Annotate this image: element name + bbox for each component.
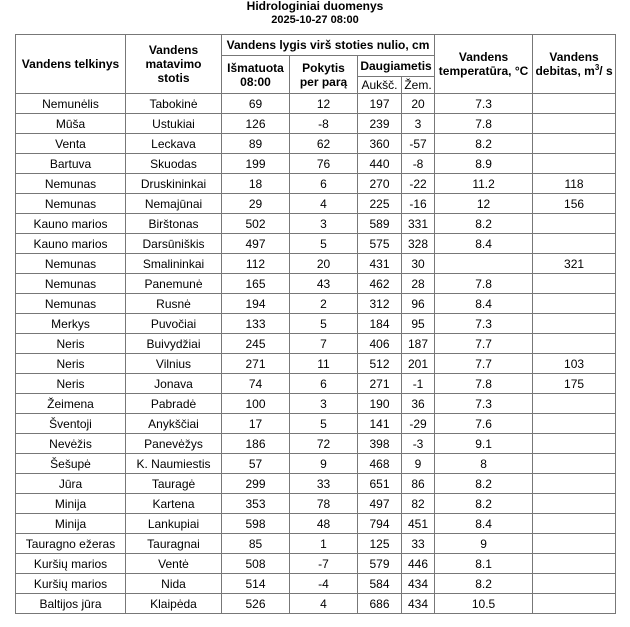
cell-discharge <box>533 214 616 234</box>
cell-high: 184 <box>358 314 402 334</box>
table-row <box>16 494 616 514</box>
cell-temperature: 7.7 <box>435 334 533 354</box>
cell-station: Panemunė <box>126 274 222 294</box>
cell-measured: 100 <box>222 394 290 414</box>
cell-temperature: 12 <box>435 194 533 214</box>
header-discharge-text: Vandens debitas, m <box>535 50 599 78</box>
cell-change: 2 <box>290 294 358 314</box>
cell-temperature: 8.4 <box>435 234 533 254</box>
cell-measured: 245 <box>222 334 290 354</box>
cell-low: 95 <box>402 314 435 334</box>
cell-low: 187 <box>402 334 435 354</box>
cell-discharge <box>533 434 616 454</box>
table-row <box>16 174 616 194</box>
cell-measured: 85 <box>222 534 290 554</box>
cell-low: 82 <box>402 494 435 514</box>
cell-change: 5 <box>290 234 358 254</box>
table-row <box>16 234 616 254</box>
cell-measured: 526 <box>222 594 290 614</box>
cell-water-body: Nevėžis <box>16 434 126 454</box>
cell-discharge <box>533 454 616 474</box>
cell-change: -4 <box>290 574 358 594</box>
cell-high: 575 <box>358 234 402 254</box>
cell-temperature: 9.1 <box>435 434 533 454</box>
cell-water-body: Nemunas <box>16 194 126 214</box>
cell-temperature: 8.2 <box>435 474 533 494</box>
cell-discharge <box>533 314 616 334</box>
cell-discharge <box>533 114 616 134</box>
cell-water-body: Tauragno ežeras <box>16 534 126 554</box>
cell-measured: 199 <box>222 154 290 174</box>
cell-change: 78 <box>290 494 358 514</box>
table-row <box>16 394 616 414</box>
cell-measured: 133 <box>222 314 290 334</box>
cell-measured: 112 <box>222 254 290 274</box>
cell-station: Tabokinė <box>126 94 222 114</box>
cell-change: 5 <box>290 314 358 334</box>
cell-temperature: 7.3 <box>435 314 533 334</box>
cell-low: 28 <box>402 274 435 294</box>
table-row <box>16 334 616 354</box>
cell-water-body: Nemunas <box>16 274 126 294</box>
cell-water-body: Merkys <box>16 314 126 334</box>
cell-change: 6 <box>290 374 358 394</box>
table-row <box>16 374 616 394</box>
cell-water-body: Kauno marios <box>16 234 126 254</box>
cell-high: 225 <box>358 194 402 214</box>
cell-station: Druskininkai <box>126 174 222 194</box>
cell-water-body: Nemunėlis <box>16 94 126 114</box>
cell-high: 125 <box>358 534 402 554</box>
cell-station: Tauragnai <box>126 534 222 554</box>
cell-low: 30 <box>402 254 435 274</box>
cell-discharge: 103 <box>533 354 616 374</box>
cell-temperature: 8.2 <box>435 134 533 154</box>
cell-station: Smalininkai <box>126 254 222 274</box>
cell-low: 3 <box>402 114 435 134</box>
page-title: Hidrologiniai duomenys <box>246 0 384 13</box>
cell-high: 686 <box>358 594 402 614</box>
table-row <box>16 294 616 314</box>
cell-change: 33 <box>290 474 358 494</box>
cell-low: -8 <box>402 154 435 174</box>
cell-high: 312 <box>358 294 402 314</box>
cell-discharge <box>533 394 616 414</box>
cell-high: 462 <box>358 274 402 294</box>
cell-temperature: 8.9 <box>435 154 533 174</box>
cell-discharge: 118 <box>533 174 616 194</box>
cell-water-body: Šešupė <box>16 454 126 474</box>
cell-station: Ustukiai <box>126 114 222 134</box>
cell-discharge <box>533 274 616 294</box>
cell-temperature: 7.8 <box>435 374 533 394</box>
cell-temperature: 10.5 <box>435 594 533 614</box>
table-row <box>16 154 616 174</box>
cell-station: Leckava <box>126 134 222 154</box>
cell-change: 48 <box>290 514 358 534</box>
cell-low: -16 <box>402 194 435 214</box>
header-temperature: Vandens temperatūra, °C <box>435 35 533 94</box>
cell-discharge <box>533 574 616 594</box>
table-row <box>16 254 616 274</box>
cell-water-body: Bartuva <box>16 154 126 174</box>
cell-temperature: 8.4 <box>435 294 533 314</box>
table-body <box>16 94 616 614</box>
cell-water-body: Neris <box>16 374 126 394</box>
table-row <box>16 454 616 474</box>
table-row <box>16 554 616 574</box>
cell-temperature <box>435 254 533 274</box>
cell-water-body: Neris <box>16 334 126 354</box>
cell-measured: 497 <box>222 234 290 254</box>
cell-measured: 598 <box>222 514 290 534</box>
cell-change: 20 <box>290 254 358 274</box>
cell-high: 239 <box>358 114 402 134</box>
cell-temperature: 8.2 <box>435 574 533 594</box>
cell-high: 794 <box>358 514 402 534</box>
cell-low: 331 <box>402 214 435 234</box>
cell-water-body: Kuršių marios <box>16 574 126 594</box>
cell-measured: 69 <box>222 94 290 114</box>
cell-discharge <box>533 414 616 434</box>
cell-low: 434 <box>402 594 435 614</box>
cell-measured: 514 <box>222 574 290 594</box>
cell-change: 1 <box>290 534 358 554</box>
cell-change: 43 <box>290 274 358 294</box>
cell-temperature: 7.8 <box>435 114 533 134</box>
cell-discharge <box>533 154 616 174</box>
cell-change: 3 <box>290 214 358 234</box>
header-longterm: Daugiametis <box>358 56 435 77</box>
cell-high: 512 <box>358 354 402 374</box>
cell-high: 197 <box>358 94 402 114</box>
cell-low: -22 <box>402 174 435 194</box>
cell-temperature: 8.4 <box>435 514 533 534</box>
cell-high: 584 <box>358 574 402 594</box>
cell-measured: 194 <box>222 294 290 314</box>
cell-temperature: 7.6 <box>435 414 533 434</box>
cell-low: -3 <box>402 434 435 454</box>
cell-measured: 17 <box>222 414 290 434</box>
cell-water-body: Nemunas <box>16 294 126 314</box>
cell-discharge <box>533 554 616 574</box>
cell-station: Pabradė <box>126 394 222 414</box>
cell-temperature: 7.3 <box>435 394 533 414</box>
cell-water-body: Žeimena <box>16 394 126 414</box>
cell-high: 468 <box>358 454 402 474</box>
cell-low: -57 <box>402 134 435 154</box>
cell-measured: 18 <box>222 174 290 194</box>
cell-low: 451 <box>402 514 435 534</box>
cell-station: Skuodas <box>126 154 222 174</box>
cell-change: 6 <box>290 174 358 194</box>
cell-measured: 126 <box>222 114 290 134</box>
cell-low: 328 <box>402 234 435 254</box>
cell-temperature: 8.2 <box>435 494 533 514</box>
table-row <box>16 594 616 614</box>
cell-high: 406 <box>358 334 402 354</box>
cell-high: 497 <box>358 494 402 514</box>
cell-water-body: Mūša <box>16 114 126 134</box>
page-datetime: 2025-10-27 08:00 <box>271 14 359 26</box>
cell-high: 360 <box>358 134 402 154</box>
cell-discharge <box>533 294 616 314</box>
cell-measured: 57 <box>222 454 290 474</box>
cell-station: Nida <box>126 574 222 594</box>
cell-water-body: Jūra <box>16 474 126 494</box>
cell-water-body: Nemunas <box>16 254 126 274</box>
cell-temperature: 8.1 <box>435 554 533 574</box>
cell-station: Vilnius <box>126 354 222 374</box>
cell-water-body: Nemunas <box>16 174 126 194</box>
header-station: Vandens matavimo stotis <box>126 35 222 94</box>
cell-water-body: Šventoji <box>16 414 126 434</box>
table-row <box>16 194 616 214</box>
header-discharge-unit: / s <box>599 64 613 78</box>
cell-station: Puvočiai <box>126 314 222 334</box>
cell-station: Birštonas <box>126 214 222 234</box>
table-row <box>16 94 616 114</box>
cell-temperature: 9 <box>435 534 533 554</box>
cell-discharge <box>533 594 616 614</box>
cell-water-body: Kuršių marios <box>16 554 126 574</box>
cell-temperature: 7.3 <box>435 94 533 114</box>
header-level-group: Vandens lygis virš stoties nulio, cm <box>222 35 435 56</box>
cell-station: Kartena <box>126 494 222 514</box>
cell-station: Lankupiai <box>126 514 222 534</box>
cell-discharge <box>533 234 616 254</box>
cell-change: 5 <box>290 414 358 434</box>
cell-water-body: Neris <box>16 354 126 374</box>
cell-temperature: 8 <box>435 454 533 474</box>
cell-low: 96 <box>402 294 435 314</box>
header-low: Žem. <box>402 77 435 94</box>
cell-change: 4 <box>290 594 358 614</box>
cell-discharge <box>533 474 616 494</box>
table-row <box>16 434 616 454</box>
cell-high: 398 <box>358 434 402 454</box>
table-row <box>16 414 616 434</box>
cell-discharge <box>533 134 616 154</box>
cell-high: 141 <box>358 414 402 434</box>
cell-discharge <box>533 534 616 554</box>
cell-low: 446 <box>402 554 435 574</box>
cell-water-body: Baltijos jūra <box>16 594 126 614</box>
cell-temperature: 7.7 <box>435 354 533 374</box>
cell-station: K. Naumiestis <box>126 454 222 474</box>
cell-change: 12 <box>290 94 358 114</box>
cell-water-body: Minija <box>16 494 126 514</box>
cell-station: Anykščiai <box>126 414 222 434</box>
cell-high: 589 <box>358 214 402 234</box>
cell-low: -1 <box>402 374 435 394</box>
cell-change: 72 <box>290 434 358 454</box>
cell-measured: 186 <box>222 434 290 454</box>
cell-water-body: Minija <box>16 514 126 534</box>
cell-low: -29 <box>402 414 435 434</box>
cell-measured: 299 <box>222 474 290 494</box>
cell-change: -8 <box>290 114 358 134</box>
header-discharge <box>533 35 616 94</box>
cell-low: 9 <box>402 454 435 474</box>
cell-water-body: Venta <box>16 134 126 154</box>
cell-station: Buivydžiai <box>126 334 222 354</box>
header-change: Pokytis per parą <box>290 56 358 94</box>
cell-low: 20 <box>402 94 435 114</box>
cell-discharge <box>533 94 616 114</box>
table-row <box>16 514 616 534</box>
cell-change: 62 <box>290 134 358 154</box>
header-measured: Išmatuota 08:00 <box>222 56 290 94</box>
table-row <box>16 354 616 374</box>
header-discharge-sup: 3 <box>594 63 600 72</box>
cell-high: 431 <box>358 254 402 274</box>
cell-temperature: 11.2 <box>435 174 533 194</box>
header-high: Aukšč. <box>358 77 402 94</box>
cell-temperature: 7.8 <box>435 274 533 294</box>
cell-measured: 353 <box>222 494 290 514</box>
cell-water-body: Kauno marios <box>16 214 126 234</box>
cell-change: 4 <box>290 194 358 214</box>
hydrology-table <box>15 34 616 614</box>
cell-station: Darsūniškis <box>126 234 222 254</box>
cell-discharge <box>533 494 616 514</box>
cell-measured: 165 <box>222 274 290 294</box>
cell-low: 201 <box>402 354 435 374</box>
cell-change: 76 <box>290 154 358 174</box>
cell-high: 651 <box>358 474 402 494</box>
cell-high: 190 <box>358 394 402 414</box>
cell-low: 86 <box>402 474 435 494</box>
cell-station: Panevėžys <box>126 434 222 454</box>
cell-station: Tauragė <box>126 474 222 494</box>
table-row <box>16 534 616 554</box>
table-row <box>16 214 616 234</box>
table-header <box>16 35 616 94</box>
table-row <box>16 314 616 334</box>
cell-measured: 502 <box>222 214 290 234</box>
header-water-body: Vandens telkinys <box>16 35 126 94</box>
table-row <box>16 114 616 134</box>
table-row <box>16 274 616 294</box>
cell-change: 11 <box>290 354 358 374</box>
cell-discharge: 175 <box>533 374 616 394</box>
cell-change: 9 <box>290 454 358 474</box>
table-row <box>16 474 616 494</box>
cell-high: 440 <box>358 154 402 174</box>
cell-discharge: 321 <box>533 254 616 274</box>
cell-change: 7 <box>290 334 358 354</box>
table-row <box>16 574 616 594</box>
cell-discharge: 156 <box>533 194 616 214</box>
table-row <box>16 134 616 154</box>
cell-low: 36 <box>402 394 435 414</box>
cell-discharge <box>533 514 616 534</box>
cell-low: 33 <box>402 534 435 554</box>
cell-measured: 508 <box>222 554 290 574</box>
cell-change: 3 <box>290 394 358 414</box>
cell-station: Klaipėda <box>126 594 222 614</box>
cell-low: 434 <box>402 574 435 594</box>
cell-temperature: 8.2 <box>435 214 533 234</box>
cell-high: 270 <box>358 174 402 194</box>
cell-high: 271 <box>358 374 402 394</box>
cell-measured: 29 <box>222 194 290 214</box>
cell-station: Nemajūnai <box>126 194 222 214</box>
cell-change: -7 <box>290 554 358 574</box>
cell-discharge <box>533 334 616 354</box>
cell-measured: 89 <box>222 134 290 154</box>
cell-station: Jonava <box>126 374 222 394</box>
cell-high: 579 <box>358 554 402 574</box>
cell-station: Ventė <box>126 554 222 574</box>
cell-measured: 74 <box>222 374 290 394</box>
cell-measured: 271 <box>222 354 290 374</box>
cell-station: Rusnė <box>126 294 222 314</box>
